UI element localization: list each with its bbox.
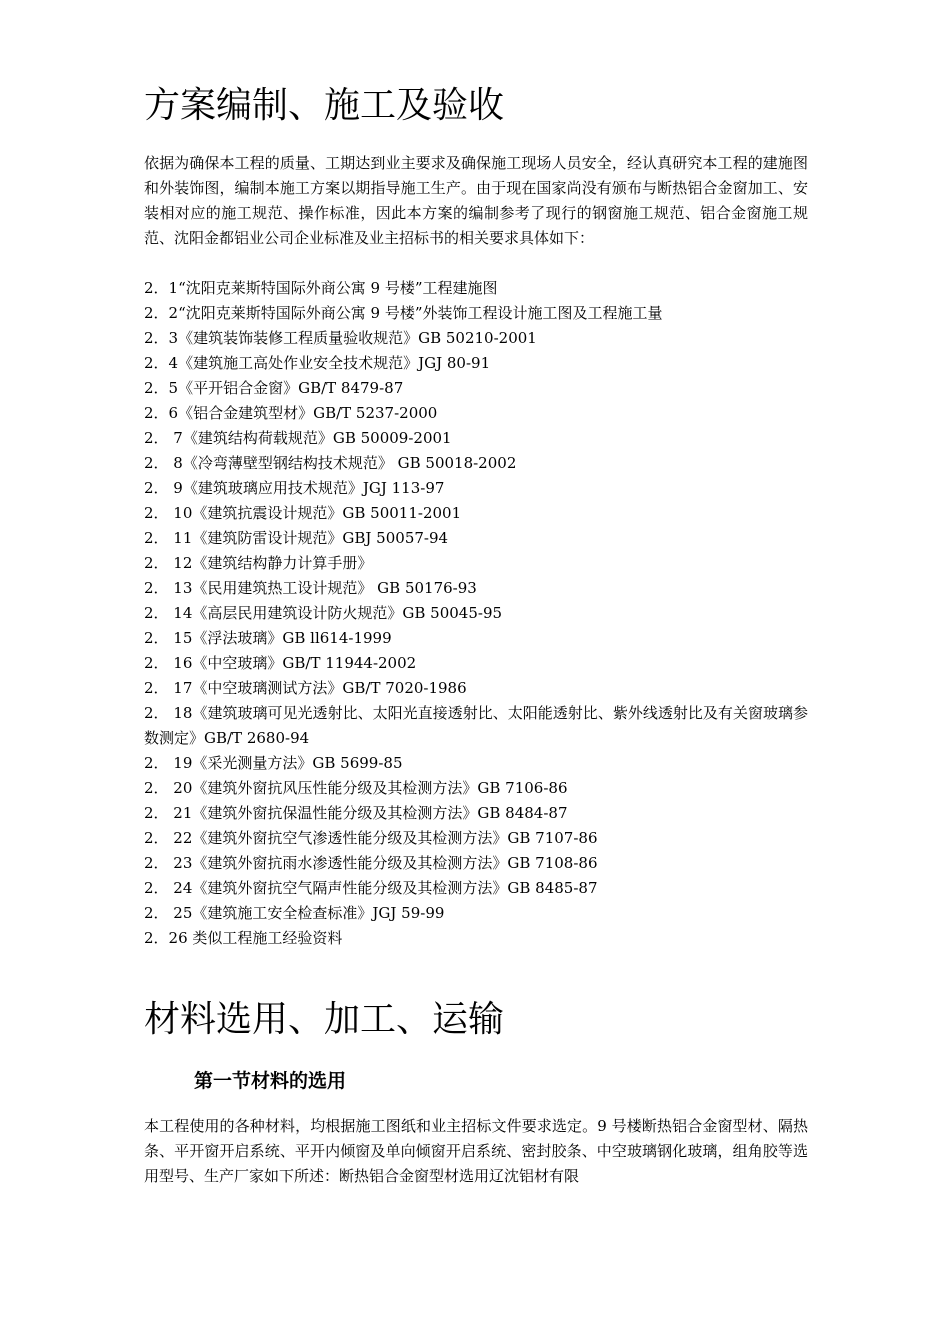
reference-item: 2． 21《建筑外窗抗保温性能分级及其检测方法》GB 8484-87 <box>144 804 568 822</box>
reference-item: 2． 16《中空玻璃》GB/T 11944-2002 <box>144 654 417 672</box>
reference-item: 2．2“沈阳克莱斯特国际外商公寓 9 号楼”外装饰工程设计施工图及工程施工量 <box>144 304 663 322</box>
reference-item: 2． 24《建筑外窗抗空气隔声性能分级及其检测方法》GB 8485-87 <box>144 879 598 897</box>
reference-item: 2． 10《建筑抗震设计规范》GB 50011-2001 <box>144 504 462 522</box>
section-heading-1: 方案编制、施工及验收 <box>144 85 505 126</box>
reference-item: 2．6《铝合金建筑型材》GB/T 5237-2000 <box>144 404 438 422</box>
reference-item: 2． 25《建筑施工安全检查标准》JGJ 59-99 <box>144 904 445 922</box>
reference-item: 2． 20《建筑外窗抗风压性能分级及其检测方法》GB 7106-86 <box>144 779 568 797</box>
reference-item: 2．1“沈阳克莱斯特国际外商公寓 9 号楼”工程建施图 <box>144 279 498 297</box>
reference-item: 2． 23《建筑外窗抗雨水渗透性能分级及其检测方法》GB 7108-86 <box>144 854 598 872</box>
reference-item: 2．4《建筑施工高处作业安全技术规范》JGJ 80-91 <box>144 354 491 372</box>
reference-item: 2． 13《民用建筑热工设计规范》 GB 50176-93 <box>144 579 477 597</box>
reference-item: 2．3《建筑装饰装修工程质量验收规范》GB 50210-2001 <box>144 329 537 347</box>
reference-item: 2． 19《采光测量方法》GB 5699-85 <box>144 754 403 772</box>
reference-item: 2． 12《建筑结构静力计算手册》 <box>144 554 373 572</box>
reference-item: 2． 17《中空玻璃测试方法》GB/T 7020-1986 <box>144 679 467 697</box>
reference-item: 2． 7《建筑结构荷载规范》GB 50009-2001 <box>144 429 452 447</box>
reference-item: 2． 22《建筑外窗抗空气渗透性能分级及其检测方法》GB 7107-86 <box>144 829 598 847</box>
reference-item: 2． 14《高层民用建筑设计防火规范》GB 50045-95 <box>144 604 503 622</box>
reference-item: 2．5《平开铝合金窗》GB/T 8479-87 <box>144 379 404 397</box>
reference-item: 2． 15《浮法玻璃》GB ll614-1999 <box>144 629 392 647</box>
reference-item: 2． 11《建筑防雷设计规范》GBJ 50057-94 <box>144 529 449 547</box>
reference-item: 2． 18《建筑玻璃可见光透射比、太阳光直接透射比、太阳能透射比、紫外线透射比及有关窗玻璃参数测定》GB/T 2680-94 <box>144 704 808 747</box>
reference-item: 2．26 类似工程施工经验资料 <box>144 929 343 947</box>
reference-item: 2． 8《冷弯薄壁型钢结构技术规范》 GB 50018-2002 <box>144 454 517 472</box>
subsection-heading: 第一节材料的选用 <box>194 1070 347 1092</box>
section-heading-2: 材料选用、加工、运输 <box>144 999 505 1040</box>
reference-item: 2． 9《建筑玻璃应用技术规范》JGJ 113-97 <box>144 479 445 497</box>
body-paragraph: 本工程使用的各种材料，均根据施工图纸和业主招标文件要求选定。9 号楼断热铝合金窗型材、隔热条、平开窗开启系统、平开内倾窗及单向倾窗开启系统、密封胶条、中空玻璃钢化玻璃，组角胶等选用型号、生产厂家如下所述：断热铝合金窗型材选用辽沈铝材有限 <box>144 1117 808 1185</box>
reference-list <box>144 276 808 951</box>
intro-paragraph: 依据为确保本工程的质量、工期达到业主要求及确保施工现场人员安全，经认真研究本工程的建施图和外装饰图，编制本施工方案以期指导施工生产。由于现在国家尚没有颁布与断热铝合金窗加工、安装相对应的施工规范、操作标准，因此本方案的编制参考了现行的钢窗施工规范、铝合金窗施工规范、沈阳金都铝业公司企业标准及业主招标书的相关要求具体如下： <box>144 154 808 247</box>
